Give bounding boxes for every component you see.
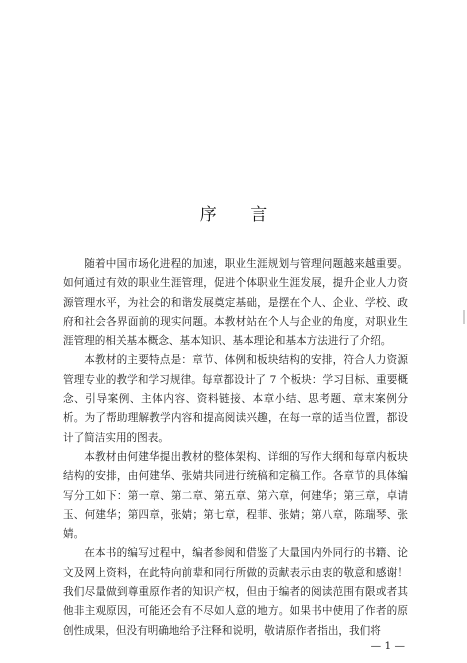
paragraph-3: 本教材由何建华提出教材的整体架构、详细的写作大纲和每章内板块结构的安排，由何建华、张婧共同进行统稿和定稿工作。各章节的具体编写分工如下：第一章、第二章、第五章、第六章，何建华；第三章，卓请玉、何建华；第四章，张婧；第七章，程菲、张婧；第八章，陈瑞琴、张婧。 [63, 450, 408, 541]
page-number: — 1 — [370, 640, 405, 652]
paragraph-2: 本教材的主要特点是：章节、体例和板块结构的安排，符合人力资源管理专业的教学和学习规律。每章都设计了 7 个板块：学习目标、重要概念、引导案例、主体内容、资料链接、本章小结、思考题、章末案例分析。为了帮助理解教学内容和提高阅读兴趣，在每一章的适当位置，都设计了简洁实用的图表。 [63, 354, 408, 444]
preface-title: 序 言 [199, 205, 282, 225]
preface-body [63, 255, 408, 641]
paragraph-1: 随着中国市场化进程的加速，职业生涯规划与管理问题越来越重要。如何通过有效的职业生涯管理，促进个体职业生涯发展，提升企业人力资源管理水平，为社会的和谐发展奠定基础，是摆在个人、企业、学校、政府和社会各界面前的现实问题。本教材站在个人与企业的角度，对职业生涯管理的相关基本概念、基本知识、基本理论和基本方法进行了介绍。 [63, 258, 408, 348]
scan-edge-mark [463, 310, 465, 324]
paragraph-4: 在本书的编写过程中，编者参阅和借鉴了大量国内外同行的书籍、论文及网上资料，在此特向前辈和同行所做的贡献表示由衷的敬意和感谢！我们尽量做到尊重原作者的知识产权，但由于编者的阅读范围有限或者其他非主观原因，可能还会有不尽如人意的地方。如果书中使用了作者的原创性成果，但没有明确地给予注释和说明，敬请原作者指出，我们将 [63, 547, 408, 637]
